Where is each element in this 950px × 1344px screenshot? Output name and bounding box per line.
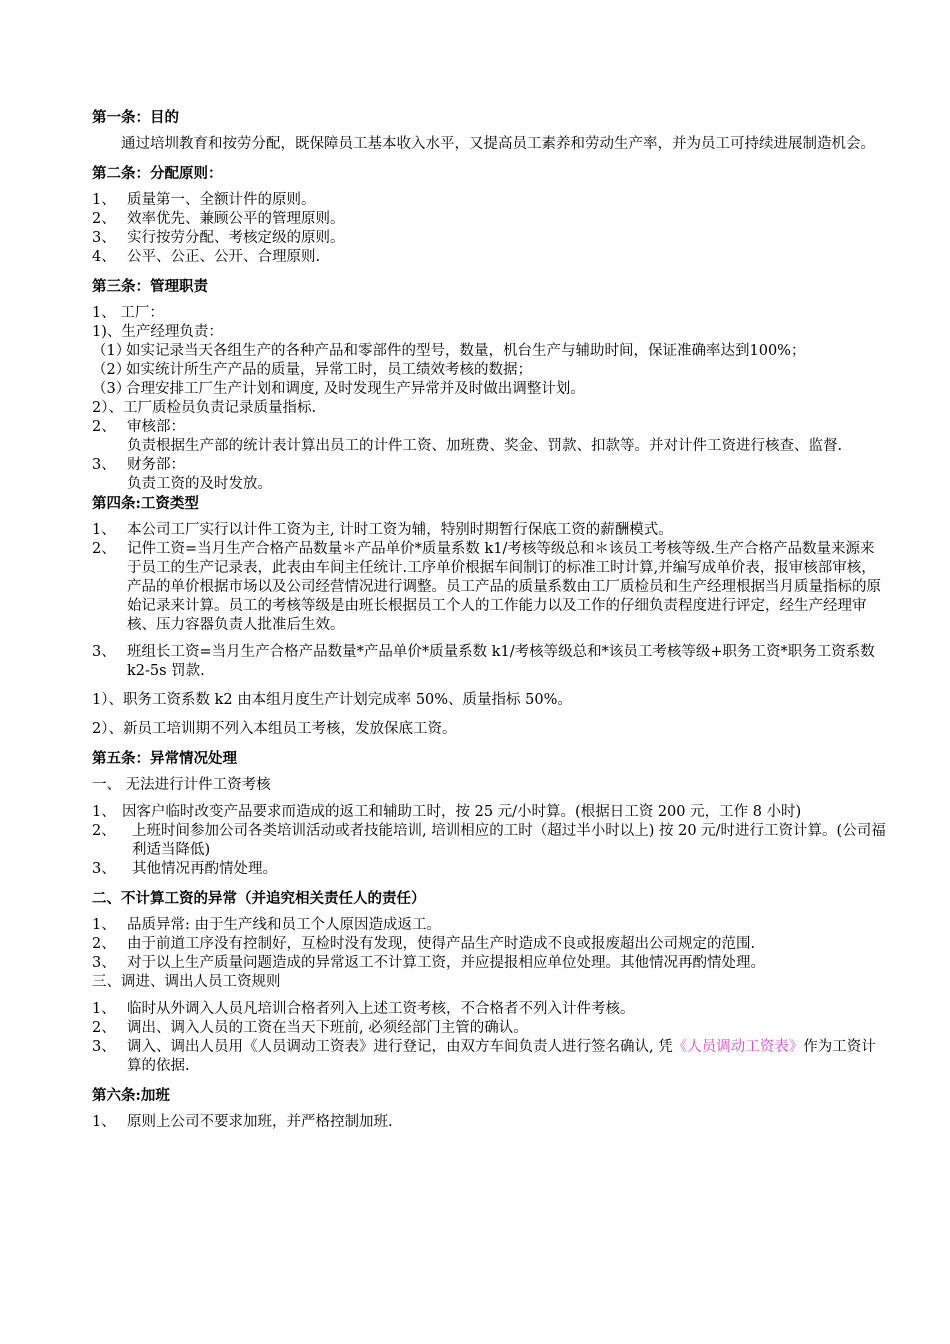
section-3-title: 第三条：管理职责: [92, 278, 208, 295]
qc-line: 2）、工厂质检员负责记录质量指标.: [92, 400, 317, 416]
list-item: （3） 合理安排工厂生产计划和调度, 及时发现生产异常并及时做出调整计划。: [92, 381, 585, 397]
section-2-list: [92, 191, 887, 267]
list-item: 1、 临时从外调入人员凡培训合格者列入上述工资考核，不合格者不列入计件考核。: [92, 1001, 635, 1017]
subsection-c-title: 三、调进、调出人员工资规则: [92, 974, 281, 990]
subsection-b-list: [92, 916, 887, 973]
list-item: 1、 原则上公司不要求加班，并严格控制加班.: [92, 1114, 393, 1130]
list-item: 2、 上班时间参加公司各类培训活动或者技能培训, 培训相应的工时（超过半小时以上) 按 20 元/时进行工资计算。(公司福利适当降低): [92, 823, 886, 858]
list-item: （2） 如实统计所生产产品的质量，异常工时，员工绩效考核的数据；: [92, 362, 532, 378]
list-item: 2、 调出、调入人员的工资在当天下班前, 必须经部门主管的确认。: [92, 1020, 528, 1036]
manager-heading: 1)、生产经理负责：: [92, 324, 223, 340]
list-item: 3、 班组长工资=当月生产合格产品数量*产品单价*质量系数 k1/考核等级总和*该员工考核等级+职务工资*职务工资系数 k2-5s 罚款.: [92, 644, 875, 679]
list-item: 1、 因客户临时改变产品要求而造成的返工和辅助工时，按 25 元/小时算。(根据日工资 200 元，工作 8 小时): [92, 804, 802, 820]
list-item: 2、 由于前道工序没有控制好，互检时没有发现，使得产品生产时造成不良或报废超出公司规定的范围.: [92, 936, 756, 952]
finance-text: 负责工资的及时发放。: [127, 476, 272, 492]
audit-text: 负责根据生产部的统计表计算出员工的计件工资、加班费、奖金、罚款、扣款等。并对计件工资进行核查、监督.: [127, 438, 843, 454]
list-item: 3、 对于以上生产质量问题造成的异常返工不计算工资，并应提报相应单位处理。其他情况再酌情处理。: [92, 955, 765, 971]
section-1-title: 第一条：目的: [92, 109, 179, 126]
list-item: 1、 本公司工厂实行以计件工资为主, 计时工资为辅，特别时期暂行保底工资的薪酬模式。: [92, 522, 673, 538]
section-3-body: [92, 304, 887, 494]
list-item: 3、 调入、调出人员用《人员调动工资表》进行登记，由双方车间负责人进行签名确认, 凭《人员调动工资表》作为工资计算的依据.: [92, 1039, 876, 1074]
list-item: 2、 审核部：: [92, 419, 185, 435]
document-page: [92, 108, 887, 1132]
list-item: 2、 效率优先、兼顾公平的管理原则。: [92, 211, 345, 227]
subsection-a-title: 一、 无法进行计件工资考核: [92, 777, 271, 793]
subsection-b-title: 二、不计算工资的异常（并追究相关责任人的责任）: [92, 890, 426, 907]
subsection-a-list: [92, 803, 887, 879]
list-item: （1） 如实记录当天各组生产的各种产品和零部件的型号，数量，机台生产与辅助时间，保证准确率达到100%；: [92, 343, 806, 359]
section-2-title: 第二条：分配原则：: [92, 165, 223, 182]
note-2: 2）、新员工培训期不列入本组员工考核，发放保底工资。: [92, 721, 457, 737]
note-1: 1）、职务工资系数 k2 由本组月度生产计划完成率 50%、质量指标 50%。: [92, 692, 572, 708]
section-1-body: 通过培圳教育和按劳分配，既保障员工基本收入水平，又提高员工素养和劳动生产率，并为员工可持续进展制造机会。: [121, 136, 875, 152]
list-item: 1、 质量第一、全额计件的原则。: [92, 192, 316, 208]
list-item: 2、 记件工资=当月生产合格产品数量＊产品单价*质量系数 k1/考核等级总和＊该员工考核等级.生产合格产品数量来源来于员工的生产记录表，此表由车间主任统计.工序单价根据车间制订的标准工时计算,并编写成单价表，报审核部审核，产品的单价根据市场以及公司经营情况进行调整。员工产品的质量系数由工厂质检员和生产经理根据当月质量指标的原始记录来计算。员工的考核等级是由班长根据员工个人的工作能力以及工作的仔细负责程度进行评定，经生产经理审核、压力容器负责人批准后生效。: [92, 541, 881, 633]
factory-heading: 1、 工厂：: [92, 305, 164, 321]
list-item: 1、 品质异常: 由于生产线和员工个人原因造成返工。: [92, 917, 441, 933]
section-4-body: [92, 521, 887, 739]
c3-text-post: 作为工资计算的依据.: [127, 1039, 876, 1074]
subsection-c-list: [92, 1000, 887, 1076]
list-item: 4、 公平、公正、公开、合理原则.: [92, 249, 321, 265]
list-item: 3、 其他情况再酌情处理。: [92, 861, 277, 877]
section-6-title: 第六条:加班: [92, 1087, 170, 1104]
section-4-title: 第四条:工资类型: [92, 495, 199, 512]
list-item: 3、 财务部：: [92, 457, 185, 473]
transfer-form-link[interactable]: 《人员调动工资表》: [672, 1039, 804, 1055]
section-5-title: 第五条：异常情况处理: [92, 750, 237, 767]
list-item: 3、 实行按劳分配、考核定级的原则。: [92, 230, 345, 246]
c3-text-pre: 调入、调出人员用《人员调动工资表》进行登记，由双方车间负责人进行签名确认, 凭: [127, 1039, 673, 1055]
